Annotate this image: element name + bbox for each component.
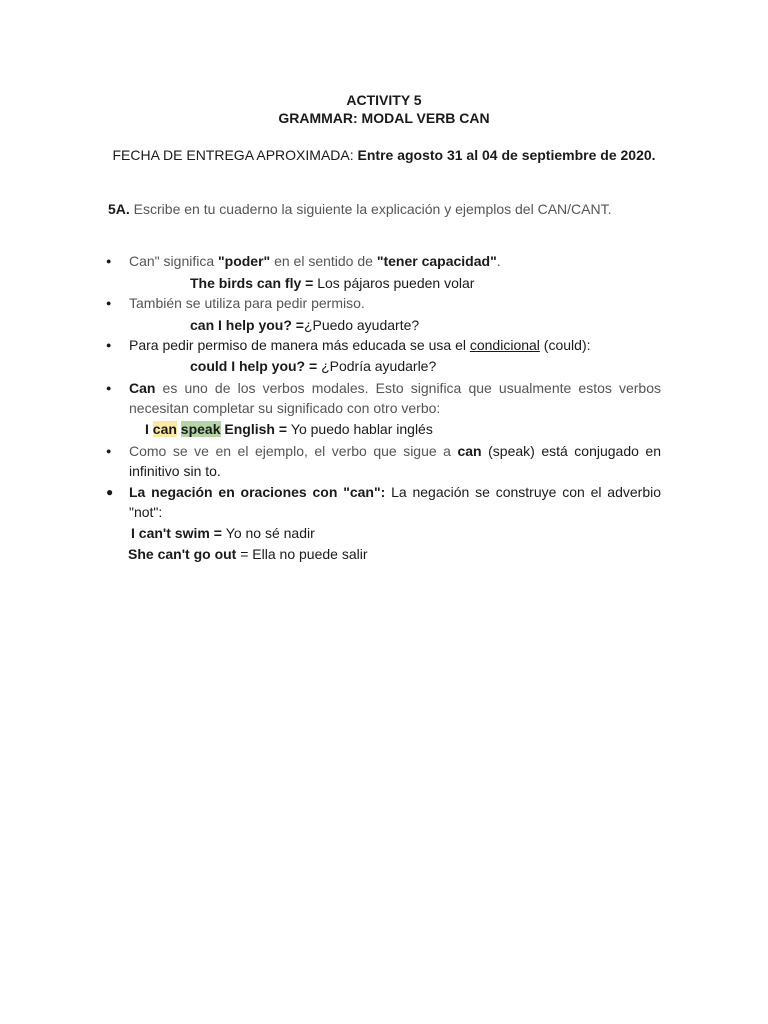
list-item: La negación en oraciones con "can": La negación se construye con el adverbio "not": bbox=[129, 484, 662, 520]
list-item: También se utiliza para pedir permiso. bbox=[129, 295, 365, 311]
due-date bbox=[108, 146, 660, 164]
instruction bbox=[108, 200, 668, 218]
example-line: The birds can fly = Los pájaros pueden volar bbox=[190, 275, 475, 291]
example-line: I can speak English = Yo puedo hablar inglés bbox=[145, 421, 433, 437]
due-date-label: FECHA DE ENTREGA APROXIMADA: bbox=[112, 147, 358, 163]
instruction-text: Escribe en tu cuaderno la siguiente la explicación y ejemplos del CAN/CANT. bbox=[129, 201, 612, 217]
bullet-icon: ● bbox=[106, 446, 112, 456]
bullet-icon: ● bbox=[106, 298, 112, 308]
bullet-icon: ● bbox=[106, 256, 112, 266]
due-date-value: Entre agosto 31 al 04 de septiembre de 2020. bbox=[357, 147, 656, 163]
example-line: She can't go out = Ella no puede salir bbox=[128, 546, 368, 562]
bullet-icon: ● bbox=[106, 383, 112, 393]
list-item: Para pedir permiso de manera más educada se usa el condicional (could): bbox=[129, 337, 591, 353]
list-item: Can" significa "poder" en el sentido de "tener capacidad". bbox=[129, 253, 501, 269]
activity-title: ACTIVITY 5 bbox=[346, 92, 422, 108]
list-item: Como se ve en el ejemplo, el verbo que sigue a can (speak) está conjugado en infinitivo sin to. bbox=[129, 443, 661, 479]
bullet-icon: ● bbox=[106, 340, 112, 350]
instruction-number: 5A. bbox=[108, 201, 130, 217]
example-line: I can't swim = Yo no sé nadir bbox=[131, 525, 315, 541]
example-line: can I help you? =¿Puedo ayudarte? bbox=[190, 317, 420, 333]
list-item: Can es uno de los verbos modales. Esto significa que usualmente estos verbos necesitan completar su significado con otro verbo: bbox=[129, 380, 661, 416]
grammar-title: GRAMMAR: MODAL VERB CAN bbox=[278, 110, 490, 126]
example-line: could I help you? = ¿Podría ayudarle? bbox=[190, 358, 437, 374]
bullet-icon: ● bbox=[106, 485, 114, 499]
